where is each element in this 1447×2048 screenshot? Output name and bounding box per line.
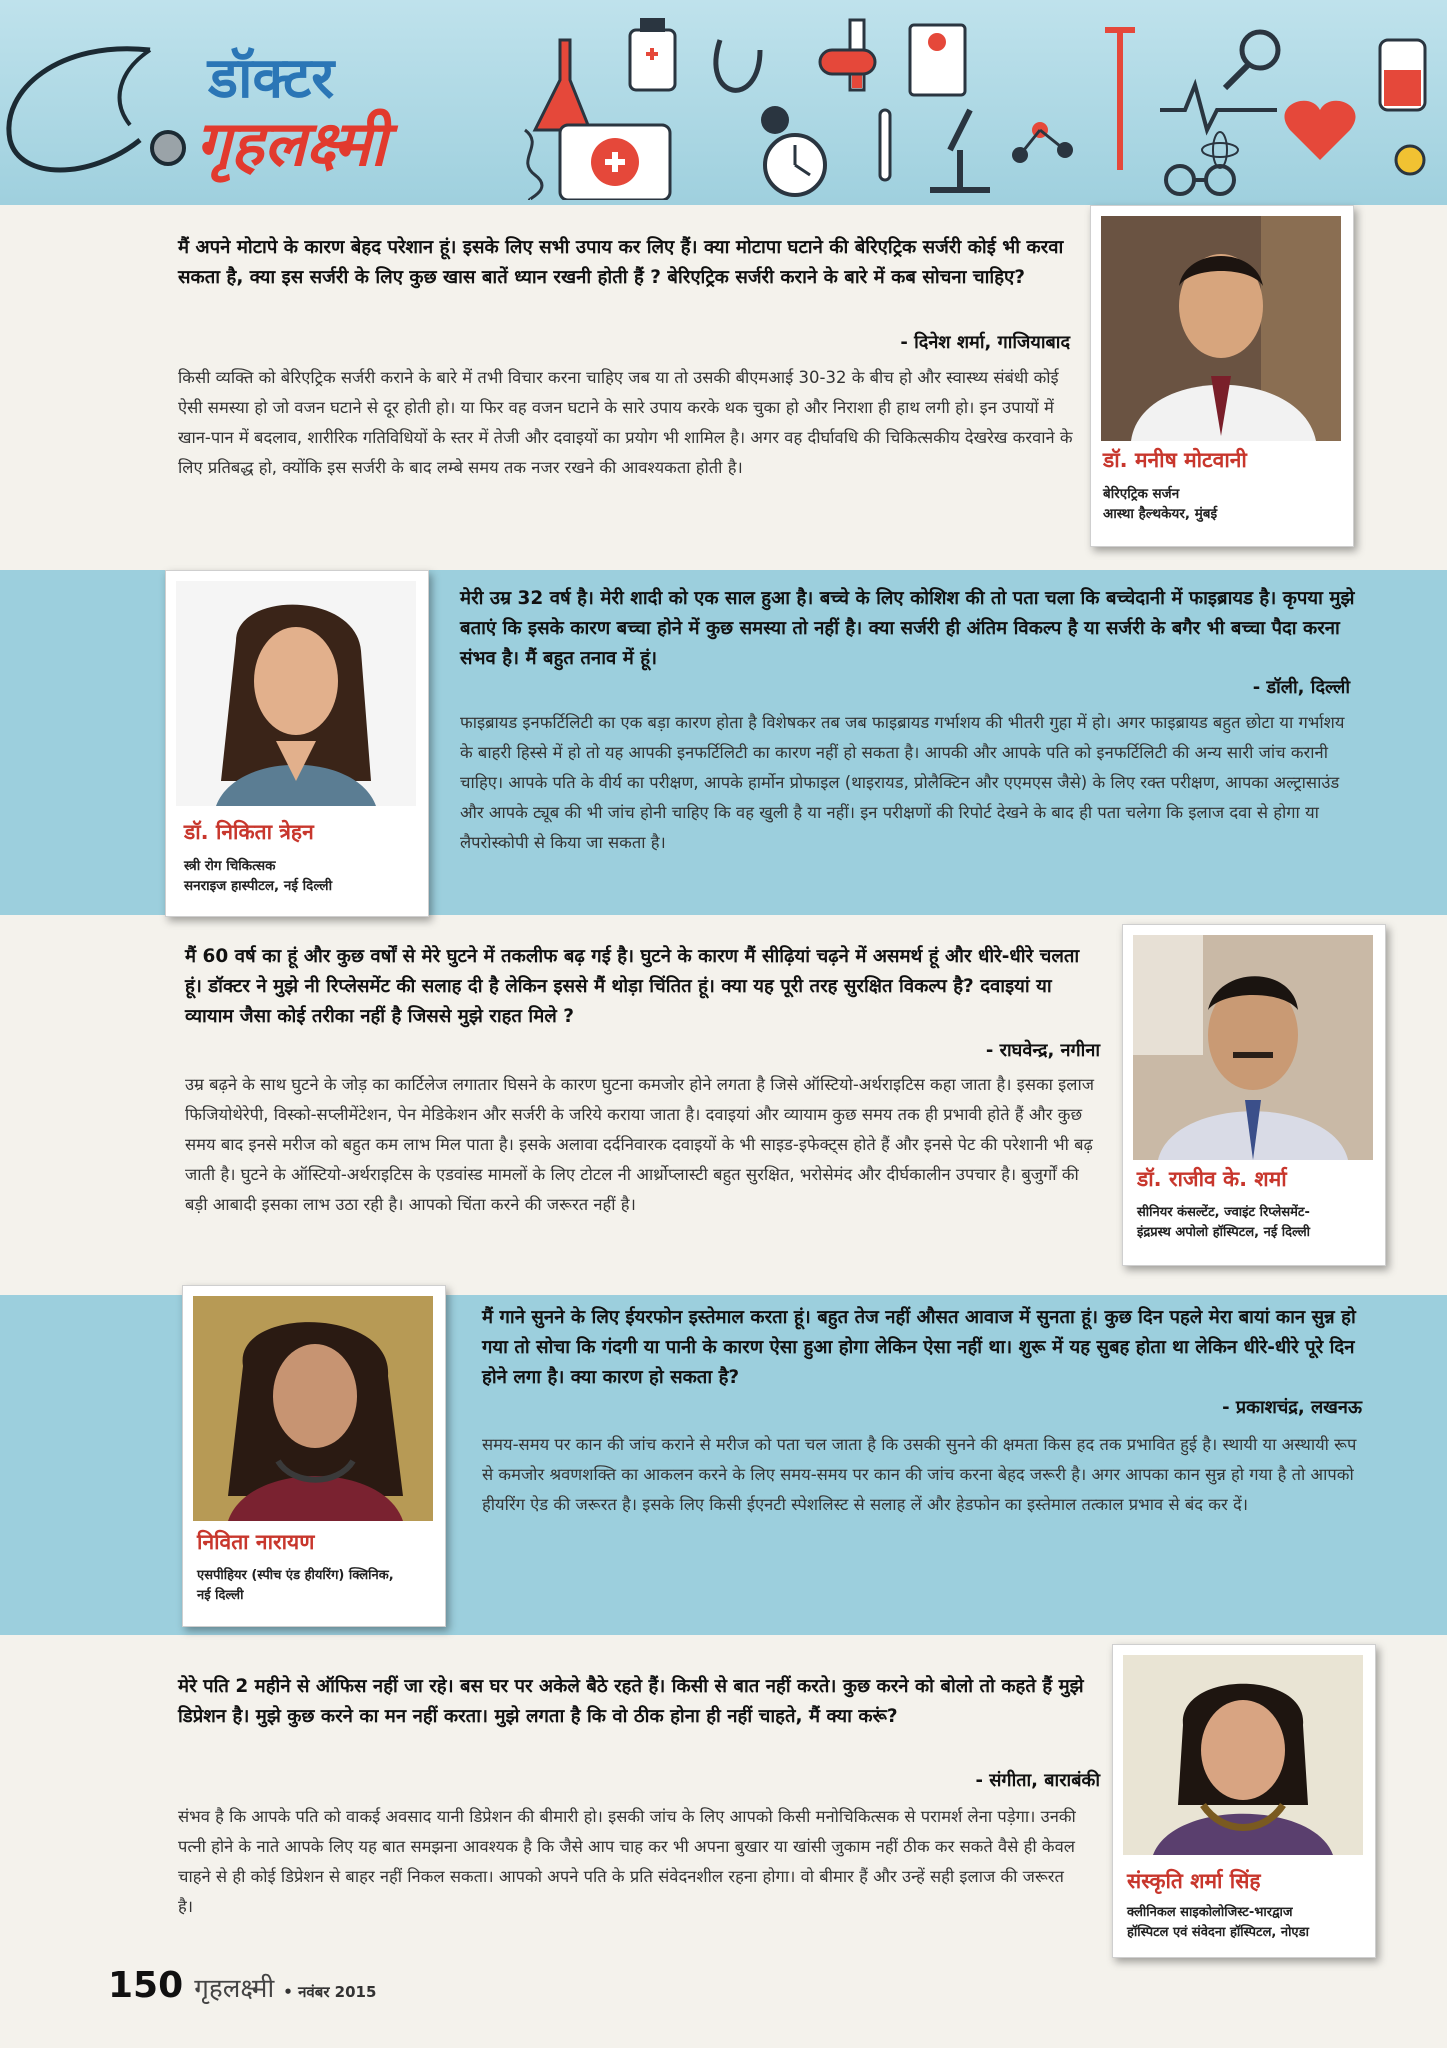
dna-icon	[525, 130, 542, 200]
expert-card	[182, 1285, 446, 1627]
expert-designation	[1127, 1903, 1372, 1943]
asker-name: - दिनेश शर्मा, गाजियाबाद	[900, 332, 1070, 353]
medicine-bottle-icon	[630, 18, 675, 90]
qa-section-4	[0, 1295, 1447, 1635]
blood-bag-icon	[1380, 40, 1425, 110]
expert-name: निविता नारायण	[197, 1530, 315, 1554]
magazine-name: गृहलक्ष्मी	[194, 1974, 275, 2004]
medical-icons-collage	[520, 10, 1447, 200]
expert-name: डॉ. राजीव के. शर्मा	[1137, 1167, 1287, 1191]
question-text: मैं गाने सुनने के लिए ईयरफोन इस्तेमाल करता हूं। बहुत तेज नहीं औसत आवाज में सुनता हूं। कुछ दिन पहले मेरा बायां कान सुन्न हो गया तो सोचा कि गंदगी या पानी के कारण ऐसा हुआ होगा लेकिन ऐसा नहीं था। शुरू में यह सुबह होता था लेकिन धीरे-धीरे पूरे दिन होने लगा है। क्या कारण हो सकता है?	[482, 1307, 1356, 1388]
expert-photo	[1101, 216, 1341, 441]
qa-section-1	[0, 205, 1447, 565]
qa-section-3	[0, 920, 1447, 1295]
expert-photo	[193, 1296, 433, 1521]
expert-org: आस्था हैल्थकेयर, मुंबई	[1103, 506, 1218, 522]
answer-text: संभव है कि आपके पति को वाकई अवसाद यानी डिप्रेशन की बीमारी हो। इसकी जांच के लिए आपको किसी मनोचिकित्सक से परामर्श लेना पड़ेगा। उनकी पत्नी होने के नाते आपके लिए यह बात समझना आवश्यक है कि जैसे आप चाह कर भी अपना बुखार या खांसी जुकाम नहीं ठीक कर सकते वैसे ही केवल चाहने से ही कोई डिप्रेशन से बाहर नहीं निकल सकता। आपको अपने पति के प्रति संवेदनशील रहना होगा। वो बीमार हैं और उन्हें सही इलाज की जरूरत है।	[178, 1807, 1076, 1916]
flask-icon	[535, 40, 590, 130]
logo-grihalakshmi: गृहलक्ष्मी	[196, 107, 387, 180]
asker-name: - डॉली, दिल्ली	[1252, 677, 1350, 698]
atom-icon	[1202, 132, 1238, 168]
question-text: मेरे पति 2 महीने से ऑफिस नहीं जा रहे। बस घर पर अकेले बैठे रहते हैं। किसी से बात नहीं करते। कुछ करने को बोलो तो कहते हैं मुझे डिप्रेशन है। मुझे कुछ करने का मन नहीं करता। मुझे लगता है कि वो ठीक होना ही नहीं चाहते, मैं क्या करूं?	[178, 1676, 1084, 1727]
stethoscope-small-icon	[716, 40, 789, 134]
expert-designation	[184, 856, 424, 896]
expert-photo	[176, 581, 416, 806]
logo-doctor: डॉक्टर	[208, 45, 335, 111]
expert-card	[165, 570, 429, 917]
qa-section-5	[0, 1640, 1447, 1960]
expert-photo	[1133, 935, 1373, 1160]
question-text: मैं अपने मोटापे के कारण बेहद परेशान हूं। इसके लिए सभी उपाय कर लिए हैं। क्या मोटापा घटाने की बेरिएट्रिक सर्जरी कोई भी करवा सकता है, क्या इस सर्जरी के लिए कुछ खास बातें ध्यान रखनी होती हैं ? बेरिएट्रिक सर्जरी कराने के बारे में कब सोचना चाहिए?	[178, 237, 1064, 288]
header-banner	[0, 0, 1447, 205]
expert-org: हॉस्पिटल एवं संवेदना हॉस्पिटल, नोएडा	[1127, 1925, 1309, 1940]
answer-text: फाइब्रायड इनफर्टिलिटी का एक बड़ा कारण होता है विशेषकर तब जब फाइब्रायड गर्भाशय की भीतरी गुहा में हो। अगर फाइब्रायड बहुत छोटा या गर्भाशय के बाहरी हिस्से में हो तो यह आपकी इनफर्टिलिटी का कारण नहीं हो सकता है। आपकी और आपके पति को इनफर्टिलिटी की अन्य सारी जांच करानी चाहिए। आपके पति के वीर्य का परीक्षण, आपके हार्मोन प्रोफाइल (थाइरायड, प्रोलैक्टिन और एएमएस जैसे) के लिए रक्त परीक्षण, आपका अल्ट्रासाउंड और आपके ट्यूब की भी जांच होनी चाहिए कि वह खुली है या नहीं। इन परीक्षणों की रिपोर्ट देखने के बाद ही पता चलेगा कि इलाज दवा से होगा या लैपरोस्कोपी से किया जा सकता है।	[460, 713, 1345, 852]
expert-name: डॉ. मनीष मोटवानी	[1103, 448, 1247, 472]
expert-card	[1122, 924, 1386, 1266]
molecule-icon	[1012, 122, 1073, 163]
expert-org: नई दिल्ली	[197, 1588, 244, 1603]
expert-card	[1112, 1644, 1376, 1958]
microscope-icon	[930, 110, 990, 190]
page-footer	[108, 1965, 376, 2006]
asker-name: - राघवेन्द्र, नगीना	[985, 1040, 1100, 1061]
clock-icon	[765, 135, 825, 195]
thermometer-icon	[880, 110, 890, 180]
expert-designation	[197, 1566, 442, 1606]
expert-designation	[1103, 484, 1348, 524]
answer-text: किसी व्यक्ति को बेरिएट्रिक सर्जरी कराने के बारे में तभी विचार करना चाहिए जब या तो उसकी बीएमआई 30-32 के बीच हो और स्वास्थ्य संबंधी कोई ऐसी समस्या हो जो वजन घटाने से दूर होती हो। या फिर वह वजन घटाने के सारे उपाय करके थक चुका हो और निराशा ही हाथ लगी हो। इन उपायों में खान-पान में बदलाव, शारीरिक गतिविधियों के स्तर में तेजी और दवाइयों का प्रयोग भी शामिल है। अगर वह दीर्घावधि की चिकित्सकीय देखरेख करवाने के लिए प्रतिबद्ध हो, क्योंकि इस सर्जरी के बाद लम्बे समय तक नजर रखने की आवश्यकता होती है।	[178, 368, 1073, 477]
question-text: मेरी उम्र 32 वर्ष है। मेरी शादी को एक साल हुआ है। बच्चे के लिए कोशिश की तो पता चला कि बच्चेदानी में फाइब्रायड है। कृपया मुझे बताएं कि इसके कारण बच्चा होने में कुछ समस्या तो नहीं है। क्या सर्जरी ही अंतिम विकल्प है या सर्जरी के बगैर भी बच्चा पैदा करना संभव है। मैं बहुत तनाव में हूं।	[460, 588, 1355, 669]
expert-title: एसपीहियर (स्पीच एंड हीयरिंग) क्लिनिक,	[197, 1568, 394, 1583]
crutch-icon	[1105, 30, 1135, 170]
expert-org: सनराइज हास्पीटल, नई दिल्ली	[184, 878, 333, 894]
page-number: 150	[108, 1965, 184, 2006]
expert-title: स्त्री रोग चिकित्सक	[184, 858, 276, 874]
answer-text: समय-समय पर कान की जांच कराने से मरीज को पता चल जाता है कि उसकी सुनने की क्षमता किस हद तक प्रभावित हुई है। स्थायी या अस्थायी रूप से कमजोर श्रवणशक्ति का आकलन करने के लिए समय-समय पर कान की जांच करना बेहद जरूरी है। अगर आपका कान सुन्न हो गया है तो आपको हीयरिंग ऐड की जरूरत है। इसके लिए किसी ईएनटी स्पेशलिस्ट से सलाह लें और हेडफोन का इस्तेमाल तत्काल प्रभाव से बंद कर दें।	[482, 1435, 1357, 1514]
question-text: मैं 60 वर्ष का हूं और कुछ वर्षों से मेरे घुटने में तकलीफ बढ़ गई है। घुटने के कारण मैं सीढ़ियां चढ़ने में असमर्थ हूं और धीरे-धीरे चलता हूं। डॉक्टर ने मुझे नी रिप्लेसमेंट की सलाह दी है लेकिन इससे मैं थोड़ा चिंतित हूं। क्या यह पूरी तरह सुरक्षित विकल्प है? दवाइयां या व्यायाम जैसा कोई तरीका नहीं है जिससे मुझे राहत मिले ?	[185, 946, 1080, 1027]
answer-text: उम्र बढ़ने के साथ घुटने के जोड़ का कार्टिलेज लगातार घिसने के कारण घुटना कमजोर होने लगता है जिसे ऑस्टियो-अर्थराइटिस कहा जाता है। इसका इलाज फिजियोथेरेपी, विस्को-सप्लीमेंटेशन, पेन मेडिकेशन और सर्जरी के जरिये कराया जाता है। दवाइयां और व्यायाम कुछ समय तक ही प्रभावी होते हैं और कुछ समय बाद इनसे मरीज को बहुत कम लाभ मिल पाता है। इसके अलावा दर्दनिवारक दवाइयों के भी साइड-इफेक्ट्स होते हैं और इनसे पेट की परेशानी भी बढ़ जाती है। घुटने के ऑस्टियो-अर्थराइटिस के एडवांस्ड मामलों के लिए टोटल नी आर्थ्रोप्लास्टी बहुत सुरक्षित, भरोसेमंद और दीर्घकालीन उपचार है। बुजुर्गों की बड़ी आबादी इसका लाभ उठा रही है। आपको चिंता करने की जरूरत नहीं है।	[185, 1075, 1094, 1214]
pill-icon	[820, 50, 875, 74]
expert-org: इंद्रप्रस्थ अपोलो हॉस्पिटल, नई दिल्ली	[1137, 1225, 1311, 1240]
expert-title: सीनियर कंसल्टेंट, ज्वाइंट रिप्लेसमेंट-	[1137, 1205, 1310, 1220]
asker-name: - संगीता, बाराबंकी	[975, 1770, 1100, 1791]
qa-section-2	[0, 570, 1447, 915]
glasses-icon	[1166, 166, 1234, 194]
first-aid-kit-icon	[560, 125, 670, 200]
asker-name: - प्रकाशचंद्र, लखनऊ	[1222, 1397, 1362, 1418]
bulb-icon	[1396, 146, 1424, 174]
expert-title: क्लीनिकल साइकोलोजिस्ट-भारद्वाज	[1127, 1905, 1293, 1920]
expert-designation	[1137, 1203, 1382, 1243]
magnifier-icon	[1225, 32, 1278, 88]
expert-photo	[1123, 1655, 1363, 1855]
expert-title: बेरिएट्रिक सर्जन	[1103, 486, 1180, 502]
expert-name: डॉ. निकिता त्रेहन	[184, 820, 314, 844]
heartbeat-icon	[1160, 85, 1356, 160]
clipboard-icon	[910, 25, 965, 95]
expert-card	[1090, 205, 1354, 547]
expert-name: संस्कृति शर्मा सिंह	[1127, 1869, 1261, 1893]
issue-date: • नवंबर 2015	[283, 1983, 377, 2001]
